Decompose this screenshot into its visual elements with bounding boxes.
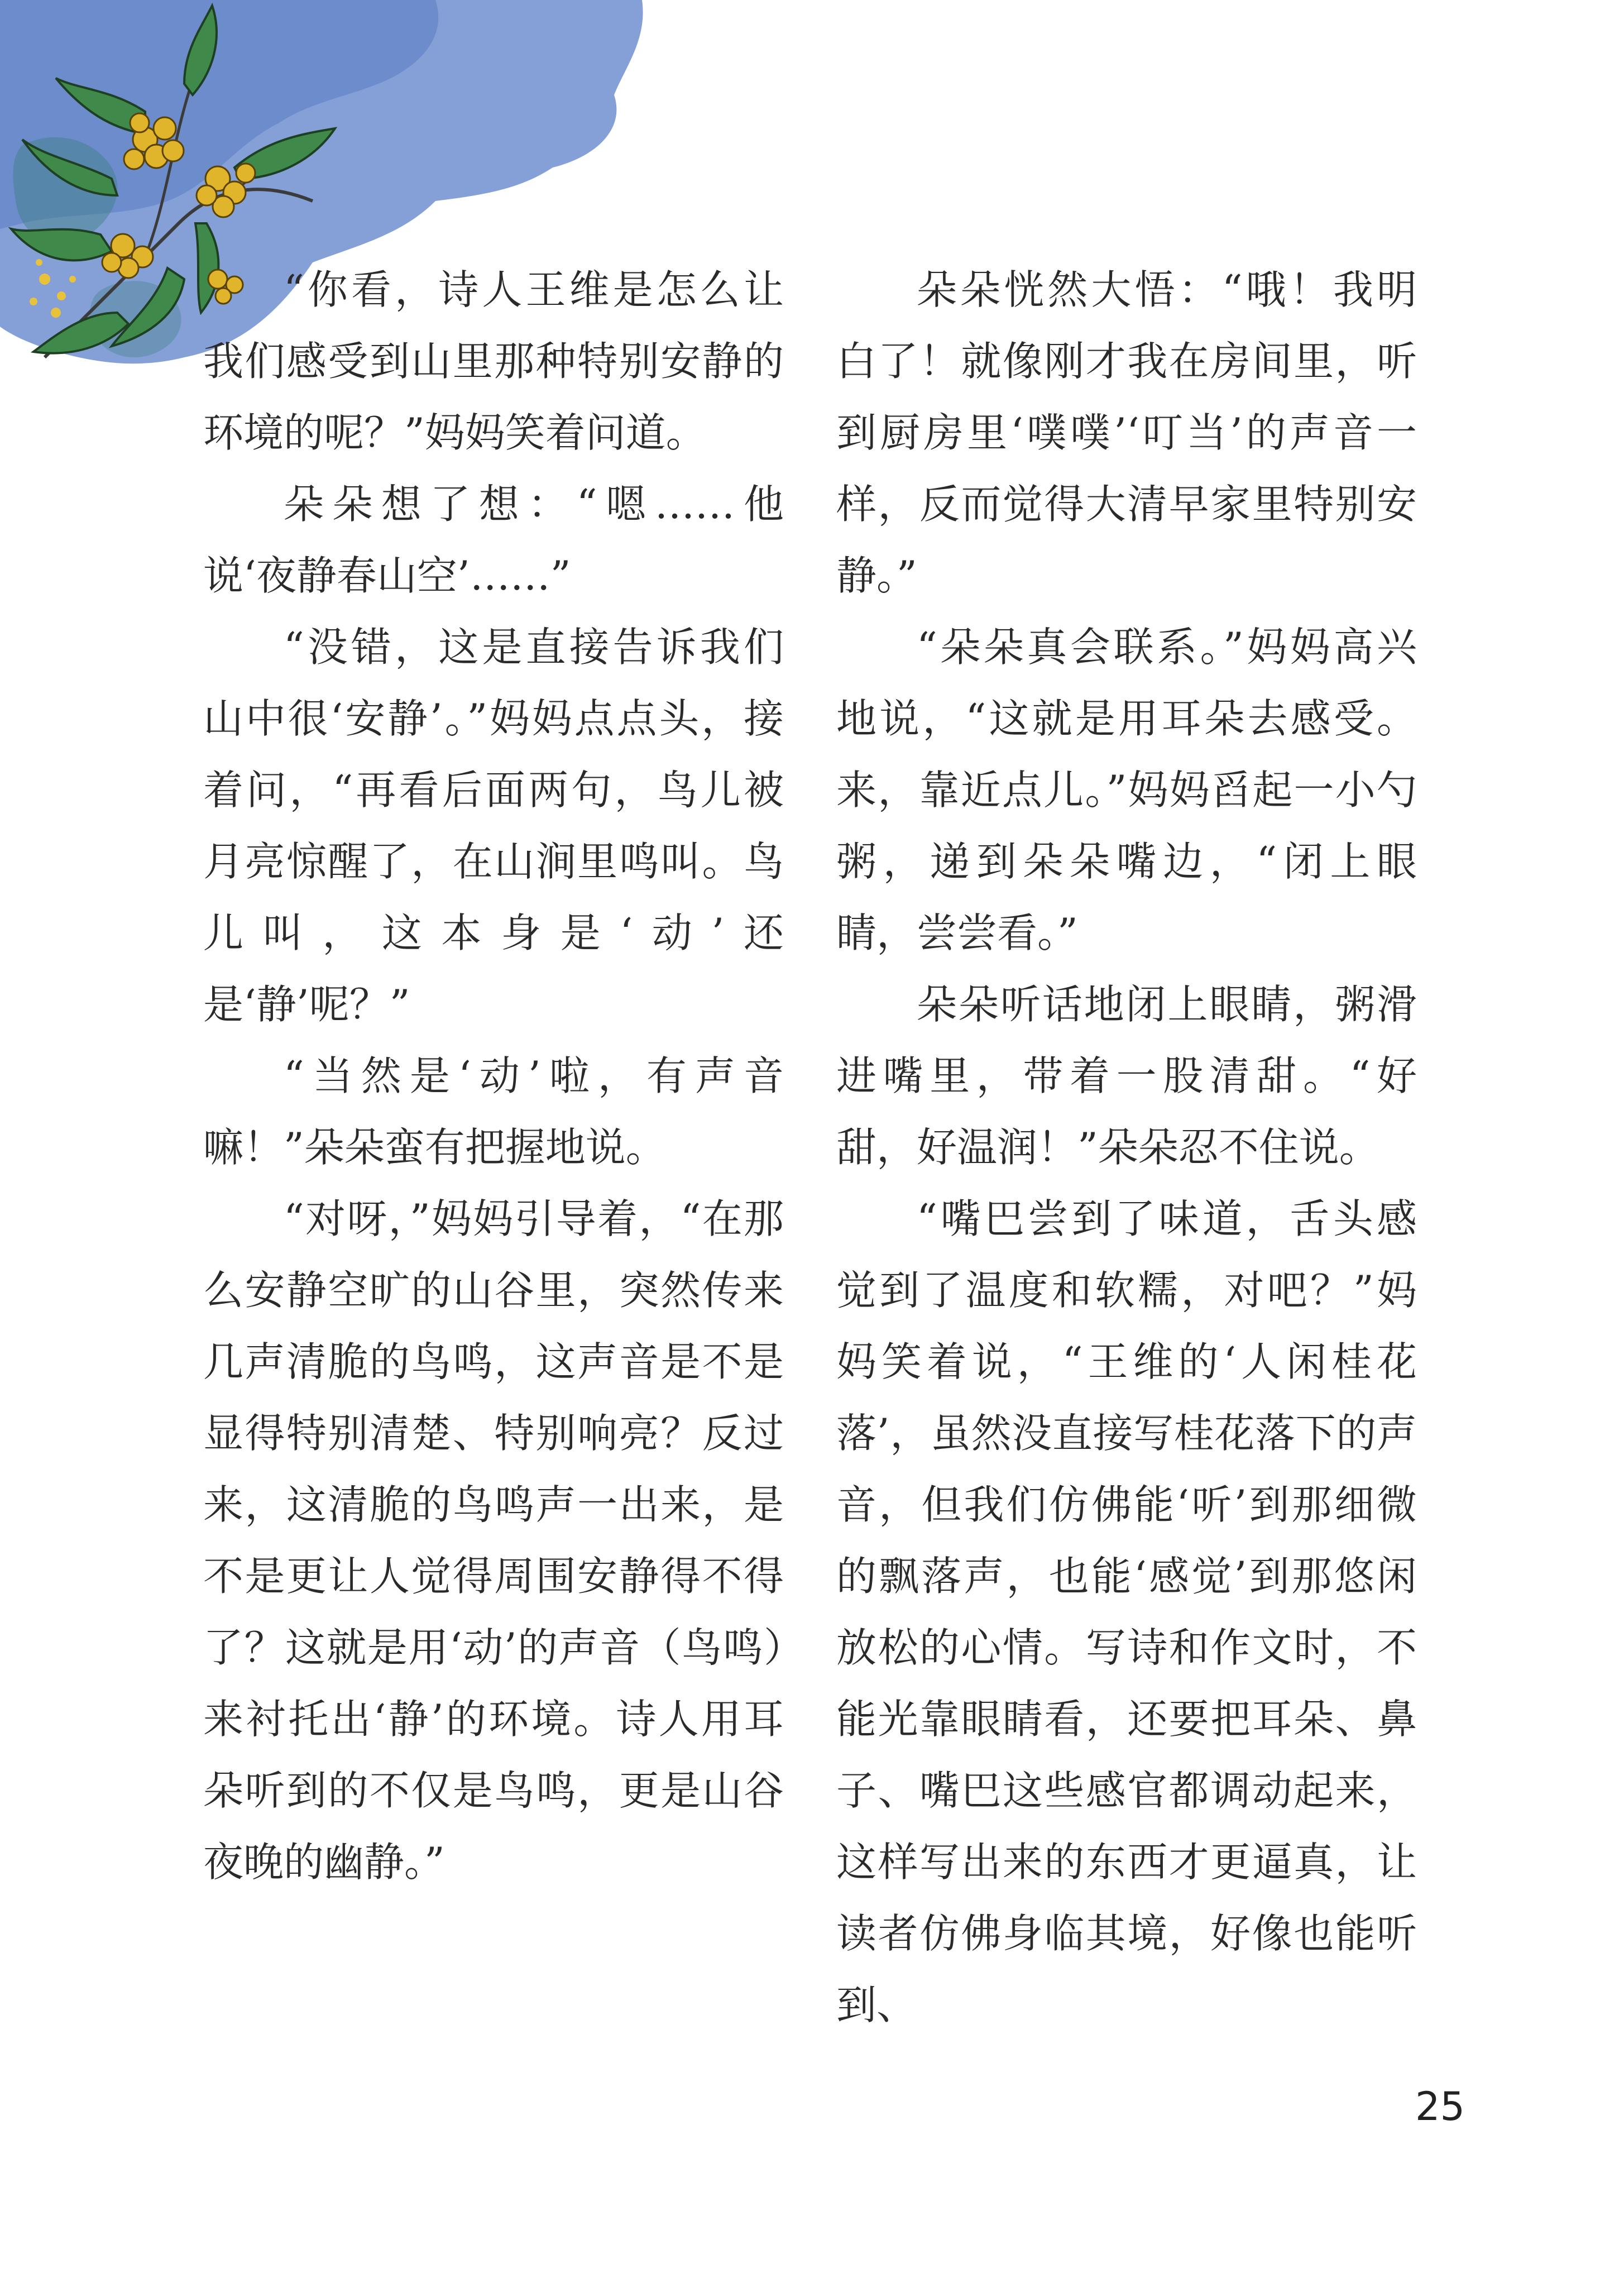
- paragraph: “没错，这是直接告诉我们山中很‘安静’。”妈妈点点头，接着问，“再看后面两句，鸟儿被月亮惊醒了，在山涧里鸣叫。鸟儿叫，这本身是‘动’还是‘静’呢？”: [203, 624, 784, 1028]
- paragraph: “当然是‘动’啦，有声音嘛！”朵朵蛮有把握地说。: [203, 1052, 784, 1171]
- paragraph: 朵朵听话地闭上眼睛，粥滑进嘴里，带着一股清甜。“好甜，好温润！”朵朵忍不住说。: [836, 981, 1417, 1171]
- page-number: 25: [1415, 2084, 1465, 2129]
- paragraph: “朵朵真会联系。”妈妈高兴地说，“这就是用耳朵去感受。来，靠近点儿。”妈妈舀起一小勺粥，递到朵朵嘴边，“闭上眼睛，尝尝看。”: [836, 624, 1417, 956]
- text-column-right: [836, 254, 1417, 2041]
- paragraph: 朵朵恍然大悟：“哦！我明白了！就像刚才我在房间里，听到厨房里‘噗噗’‘叮当’的声音一样，反而觉得大清早家里特别安静。”: [836, 266, 1417, 599]
- paragraph: 朵朵想了想：“嗯……他说‘夜静春山空’……”: [203, 481, 784, 599]
- paragraph: “你看，诗人王维是怎么让我们感受到山里那种特别安静的环境的呢？”妈妈笑着问道。: [203, 266, 784, 456]
- text-column-left: [203, 254, 784, 1898]
- paragraph: “对呀，”妈妈引导着，“在那么安静空旷的山谷里，突然传来几声清脆的鸟鸣，这声音是不是显得特别清楚、特别响亮？反过来，这清脆的鸟鸣声一出来，是不是更让人觉得周围安静得不得了？这就是用‘动’的声音（鸟鸣）来衬托出‘静’的环境。诗人用耳朵听到的不仅是鸟鸣，更是山谷夜晚的幽静。”: [203, 1195, 784, 1885]
- paragraph: “嘴巴尝到了味道，舌头感觉到了温度和软糯，对吧？”妈妈笑着说，“王维的‘人闲桂花落’，虽然没直接写桂花落下的声音，但我们仿佛能‘听’到那细微的飘落声，也能‘感觉’到那悠闲放松的心情。写诗和作文时，不能光靠眼睛看，还要把耳朵、鼻子、嘴巴这些感官都调动起来，这样写出来的东西才更逼真，让读者仿佛身临其境，好像也能听到、: [836, 1195, 1417, 2028]
